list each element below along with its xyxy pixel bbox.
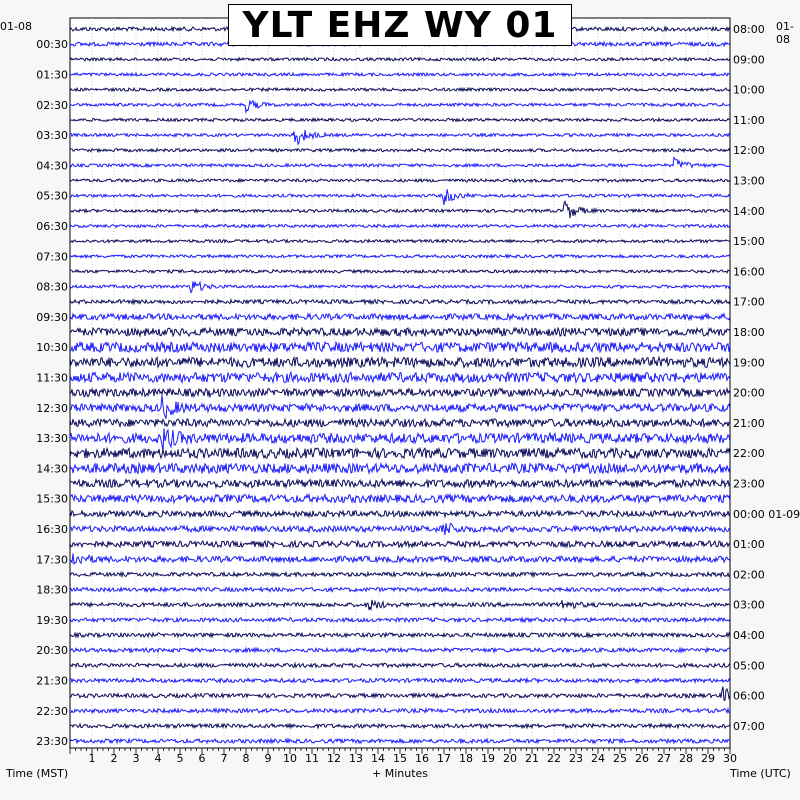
left-time-axis [36, 38, 68, 748]
right-tick-label: 05:00 [733, 659, 765, 673]
right-tick-label: 13:00 [733, 174, 765, 188]
x-tick-label: 10 [283, 752, 297, 765]
left-axis-label: Time (MST) [6, 767, 69, 780]
x-axis-label: + Minutes [372, 767, 429, 780]
left-tick-label: 18:30 [36, 583, 68, 597]
x-tick-label: 13 [349, 752, 363, 765]
chart-title: YLT EHZ WY 01 [228, 4, 572, 46]
right-tick-label: 07:00 [733, 719, 765, 733]
left-tick-label: 12:30 [36, 401, 68, 415]
left-tick-label: 13:30 [36, 432, 68, 446]
left-tick-label: 11:30 [36, 371, 68, 385]
right-tick-label: 20:00 [733, 386, 765, 400]
right-tick-label: 14:00 [733, 204, 765, 218]
right-date-label: 01-08 [776, 20, 794, 46]
right-tick-label: 21:00 [733, 416, 765, 430]
right-tick-label: 04:00 [733, 629, 765, 642]
x-tick-label: 18 [459, 752, 473, 765]
right-tick-label: 23:00 [733, 477, 765, 491]
x-tick-label: 11 [305, 752, 319, 765]
left-tick-label: 15:30 [36, 492, 68, 506]
x-tick-label: 2 [110, 752, 118, 765]
right-tick-label: 22:00 [733, 447, 765, 461]
left-tick-label: 20:30 [36, 644, 68, 658]
x-tick-label: 5 [176, 752, 184, 765]
left-date-label: 01-08 [0, 20, 32, 33]
right-time-axis [733, 23, 800, 733]
x-tick-label: 25 [613, 752, 627, 765]
right-tick-label: 16:00 [733, 265, 765, 279]
x-tick-label: 26 [635, 752, 649, 765]
x-tick-label: 6 [198, 752, 206, 765]
left-tick-label: 16:30 [36, 522, 68, 536]
x-tick-label: 23 [569, 752, 583, 765]
left-tick-label: 02:30 [36, 98, 68, 112]
left-tick-label: 00:30 [36, 38, 68, 52]
right-tick-label: 17:00 [733, 295, 765, 309]
left-tick-label: 17:30 [36, 553, 68, 567]
left-tick-label: 01:30 [36, 68, 68, 82]
left-tick-label: 19:30 [36, 613, 68, 627]
left-tick-label: 14:30 [36, 462, 68, 476]
right-tick-label: 02:00 [733, 568, 765, 582]
right-tick-label: 03:00 [733, 598, 765, 612]
x-tick-label: 27 [657, 752, 671, 765]
left-tick-label: 21:30 [36, 674, 68, 688]
right-tick-label: 11:00 [733, 113, 765, 127]
x-tick-label: 7 [220, 752, 228, 765]
right-tick-label: 08:00 [733, 23, 765, 36]
left-tick-label: 08:30 [36, 280, 68, 294]
x-tick-label: 14 [371, 752, 385, 765]
x-tick-label: 1 [88, 752, 96, 765]
left-tick-label: 09:30 [36, 310, 68, 324]
right-tick-label: 15:00 [733, 235, 765, 249]
left-tick-label: 10:30 [36, 341, 68, 355]
x-tick-label: 8 [242, 752, 250, 765]
x-tick-label: 9 [264, 752, 272, 765]
x-tick-label: 20 [503, 752, 517, 765]
right-tick-label: 01:00 [733, 538, 765, 552]
x-tick-label: 19 [481, 752, 495, 765]
x-tick-label: 3 [132, 752, 140, 765]
x-tick-label: 12 [327, 752, 341, 765]
right-tick-label: 00:00 01-09 [733, 507, 800, 521]
x-tick-label: 30 [723, 752, 737, 765]
x-tick-label: 29 [701, 752, 715, 765]
right-tick-label: 18:00 [733, 326, 765, 339]
right-tick-label: 10:00 [733, 83, 765, 97]
x-tick-label: 17 [437, 752, 451, 765]
minute-axis [70, 748, 737, 765]
left-tick-label: 22:30 [36, 704, 68, 718]
x-tick-label: 16 [415, 752, 429, 765]
right-axis-label: Time (UTC) [730, 767, 791, 780]
right-tick-label: 09:00 [733, 53, 765, 67]
right-tick-label: 12:00 [733, 144, 765, 158]
x-tick-label: 21 [525, 752, 539, 765]
left-tick-label: 05:30 [36, 189, 68, 203]
left-tick-label: 03:30 [36, 129, 68, 143]
plot-background [70, 18, 730, 748]
left-tick-label: 07:30 [36, 250, 68, 264]
right-tick-label: 19:00 [733, 356, 765, 370]
left-tick-label: 06:30 [36, 219, 68, 233]
x-tick-label: 24 [591, 752, 605, 765]
left-tick-label: 23:30 [36, 735, 68, 749]
x-tick-label: 28 [679, 752, 693, 765]
right-tick-label: 06:00 [733, 689, 765, 703]
x-tick-label: 15 [393, 752, 407, 765]
left-tick-label: 04:30 [36, 159, 68, 173]
x-tick-label: 22 [547, 752, 561, 765]
x-tick-label: 4 [154, 752, 162, 765]
